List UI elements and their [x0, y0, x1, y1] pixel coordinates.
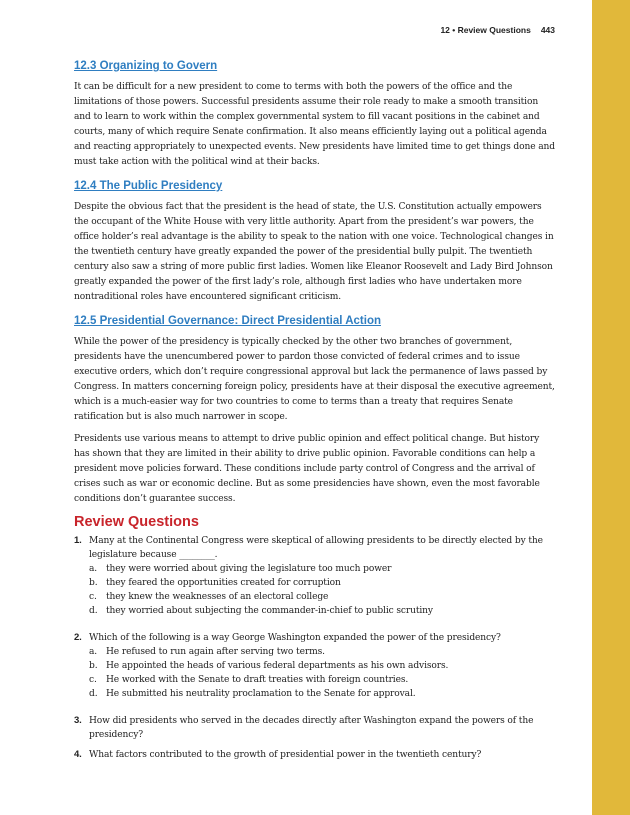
- option-letter: d.: [89, 689, 98, 699]
- question-text: Which of the following is a way George Washington expanded the power of the presidency?: [89, 633, 501, 643]
- option-text: they worried about subjecting the commander-in-chief to public scrutiny: [106, 606, 433, 616]
- page-content: [74, 58, 556, 762]
- header-page-number: 443: [540, 25, 555, 35]
- answer-option: [89, 590, 556, 604]
- option-text: they knew the weaknesses of an electoral college: [106, 592, 329, 602]
- question-number: 2.: [74, 632, 82, 643]
- section-heading-12-3[interactable]: 12.3 Organizing to Govern: [74, 60, 218, 72]
- answer-option: [89, 604, 556, 618]
- review-question-1: [74, 534, 556, 618]
- answer-option: [89, 659, 556, 673]
- option-text: they were worried about giving the legislature too much power: [106, 564, 392, 574]
- section-12-4-paragraph: Despite the obvious fact that the president is the head of state, the U.S. Constitution actually empowers the occupant of the White House with very little authority. Apart from the president’s war powers, the office holder’s real advantage is the ability to speak to the nation with one voice. Technological changes in the twentieth century have greatly expanded the power of the presidential bully pulpit. The twentieth century also saw a string of more public first ladies. Women like Eleanor Roosevelt and Lady Bird Johnson greatly expanded the power of the first lady’s role, although first ladies who have undertaken more nontraditional roles have encountered significant criticism.: [74, 202, 554, 302]
- review-question-2: [74, 631, 556, 701]
- answer-option: [89, 576, 556, 590]
- answer-option: [89, 687, 556, 701]
- question-number: 3.: [74, 715, 82, 726]
- chapter-side-bar: [592, 0, 630, 815]
- answer-option: [89, 645, 556, 659]
- section-heading-12-4[interactable]: 12.4 The Public Presidency: [74, 180, 223, 192]
- option-text: He appointed the heads of various federal departments as his own advisors.: [106, 661, 449, 671]
- review-questions-heading: Review Questions: [74, 514, 199, 530]
- question-text: Many at the Continental Congress were skeptical of allowing presidents to be directly elected by the legislature because ________.: [89, 536, 543, 560]
- section-12-5-paragraph-1: While the power of the presidency is typically checked by the other two branches of government, presidents have the unencumbered power to pardon those convicted of federal crimes and to issue executive orders, which don’t require congressional approval but lack the permanence of laws passed by Congress. In matters concerning foreign policy, presidents have at their disposal the executive agreement, which is a much-easier way for two countries to come to terms than a treaty that requires Senate ratification but is also much narrower in scope.: [74, 337, 555, 422]
- option-letter: b.: [89, 578, 98, 588]
- section-heading-12-5[interactable]: 12.5 Presidential Governance: Direct Presidential Action: [74, 315, 381, 327]
- review-question-4: [74, 748, 556, 762]
- section-12-3-paragraph: It can be difficult for a new president to come to terms with both the powers of the office and the limitations of those powers. Successful presidents assume their role ready to make a smooth transition and to learn to work within the complex governmental system to fill vacant positions in the cabinet and courts, many of which require Senate confirmation. It also means efficiently laying out a political agenda and reacting appropriately to unexpected events. New presidents have limited time to get things done and must take action with the political wind at their backs.: [74, 82, 555, 167]
- section-12-5-paragraph-2: Presidents use various means to attempt to drive public opinion and effect political change. But history has shown that they are limited in their ability to drive public opinion. Favorable conditions can help a president move policies forward. These conditions include party control of Congress and the arrival of crises such as war or economic decline. But as some presidencies have shown, even the most favorable conditions don’t guarantee success.: [74, 434, 540, 504]
- question-text: What factors contributed to the growth of presidential power in the twentieth century?: [89, 750, 482, 760]
- header-chapter: 12 • Review Questions: [440, 25, 531, 35]
- question-text: How did presidents who served in the decades directly after Washington expand the powers of the presidency?: [89, 716, 534, 740]
- option-letter: d.: [89, 606, 98, 616]
- option-letter: c.: [89, 675, 97, 685]
- option-letter: c.: [89, 592, 97, 602]
- option-letter: b.: [89, 661, 98, 671]
- option-text: they feared the opportunities created for corruption: [106, 578, 341, 588]
- question-number: 4.: [74, 749, 82, 760]
- option-letter: a.: [89, 564, 98, 574]
- answer-option: [89, 673, 556, 687]
- answer-option: [89, 562, 556, 576]
- option-text: He submitted his neutrality proclamation to the Senate for approval.: [106, 689, 416, 699]
- option-text: He worked with the Senate to draft treaties with foreign countries.: [106, 675, 409, 685]
- running-header: [440, 25, 555, 35]
- option-letter: a.: [89, 647, 98, 657]
- option-text: He refused to run again after serving two terms.: [106, 647, 325, 657]
- question-number: 1.: [74, 535, 82, 546]
- review-question-3: [74, 714, 556, 742]
